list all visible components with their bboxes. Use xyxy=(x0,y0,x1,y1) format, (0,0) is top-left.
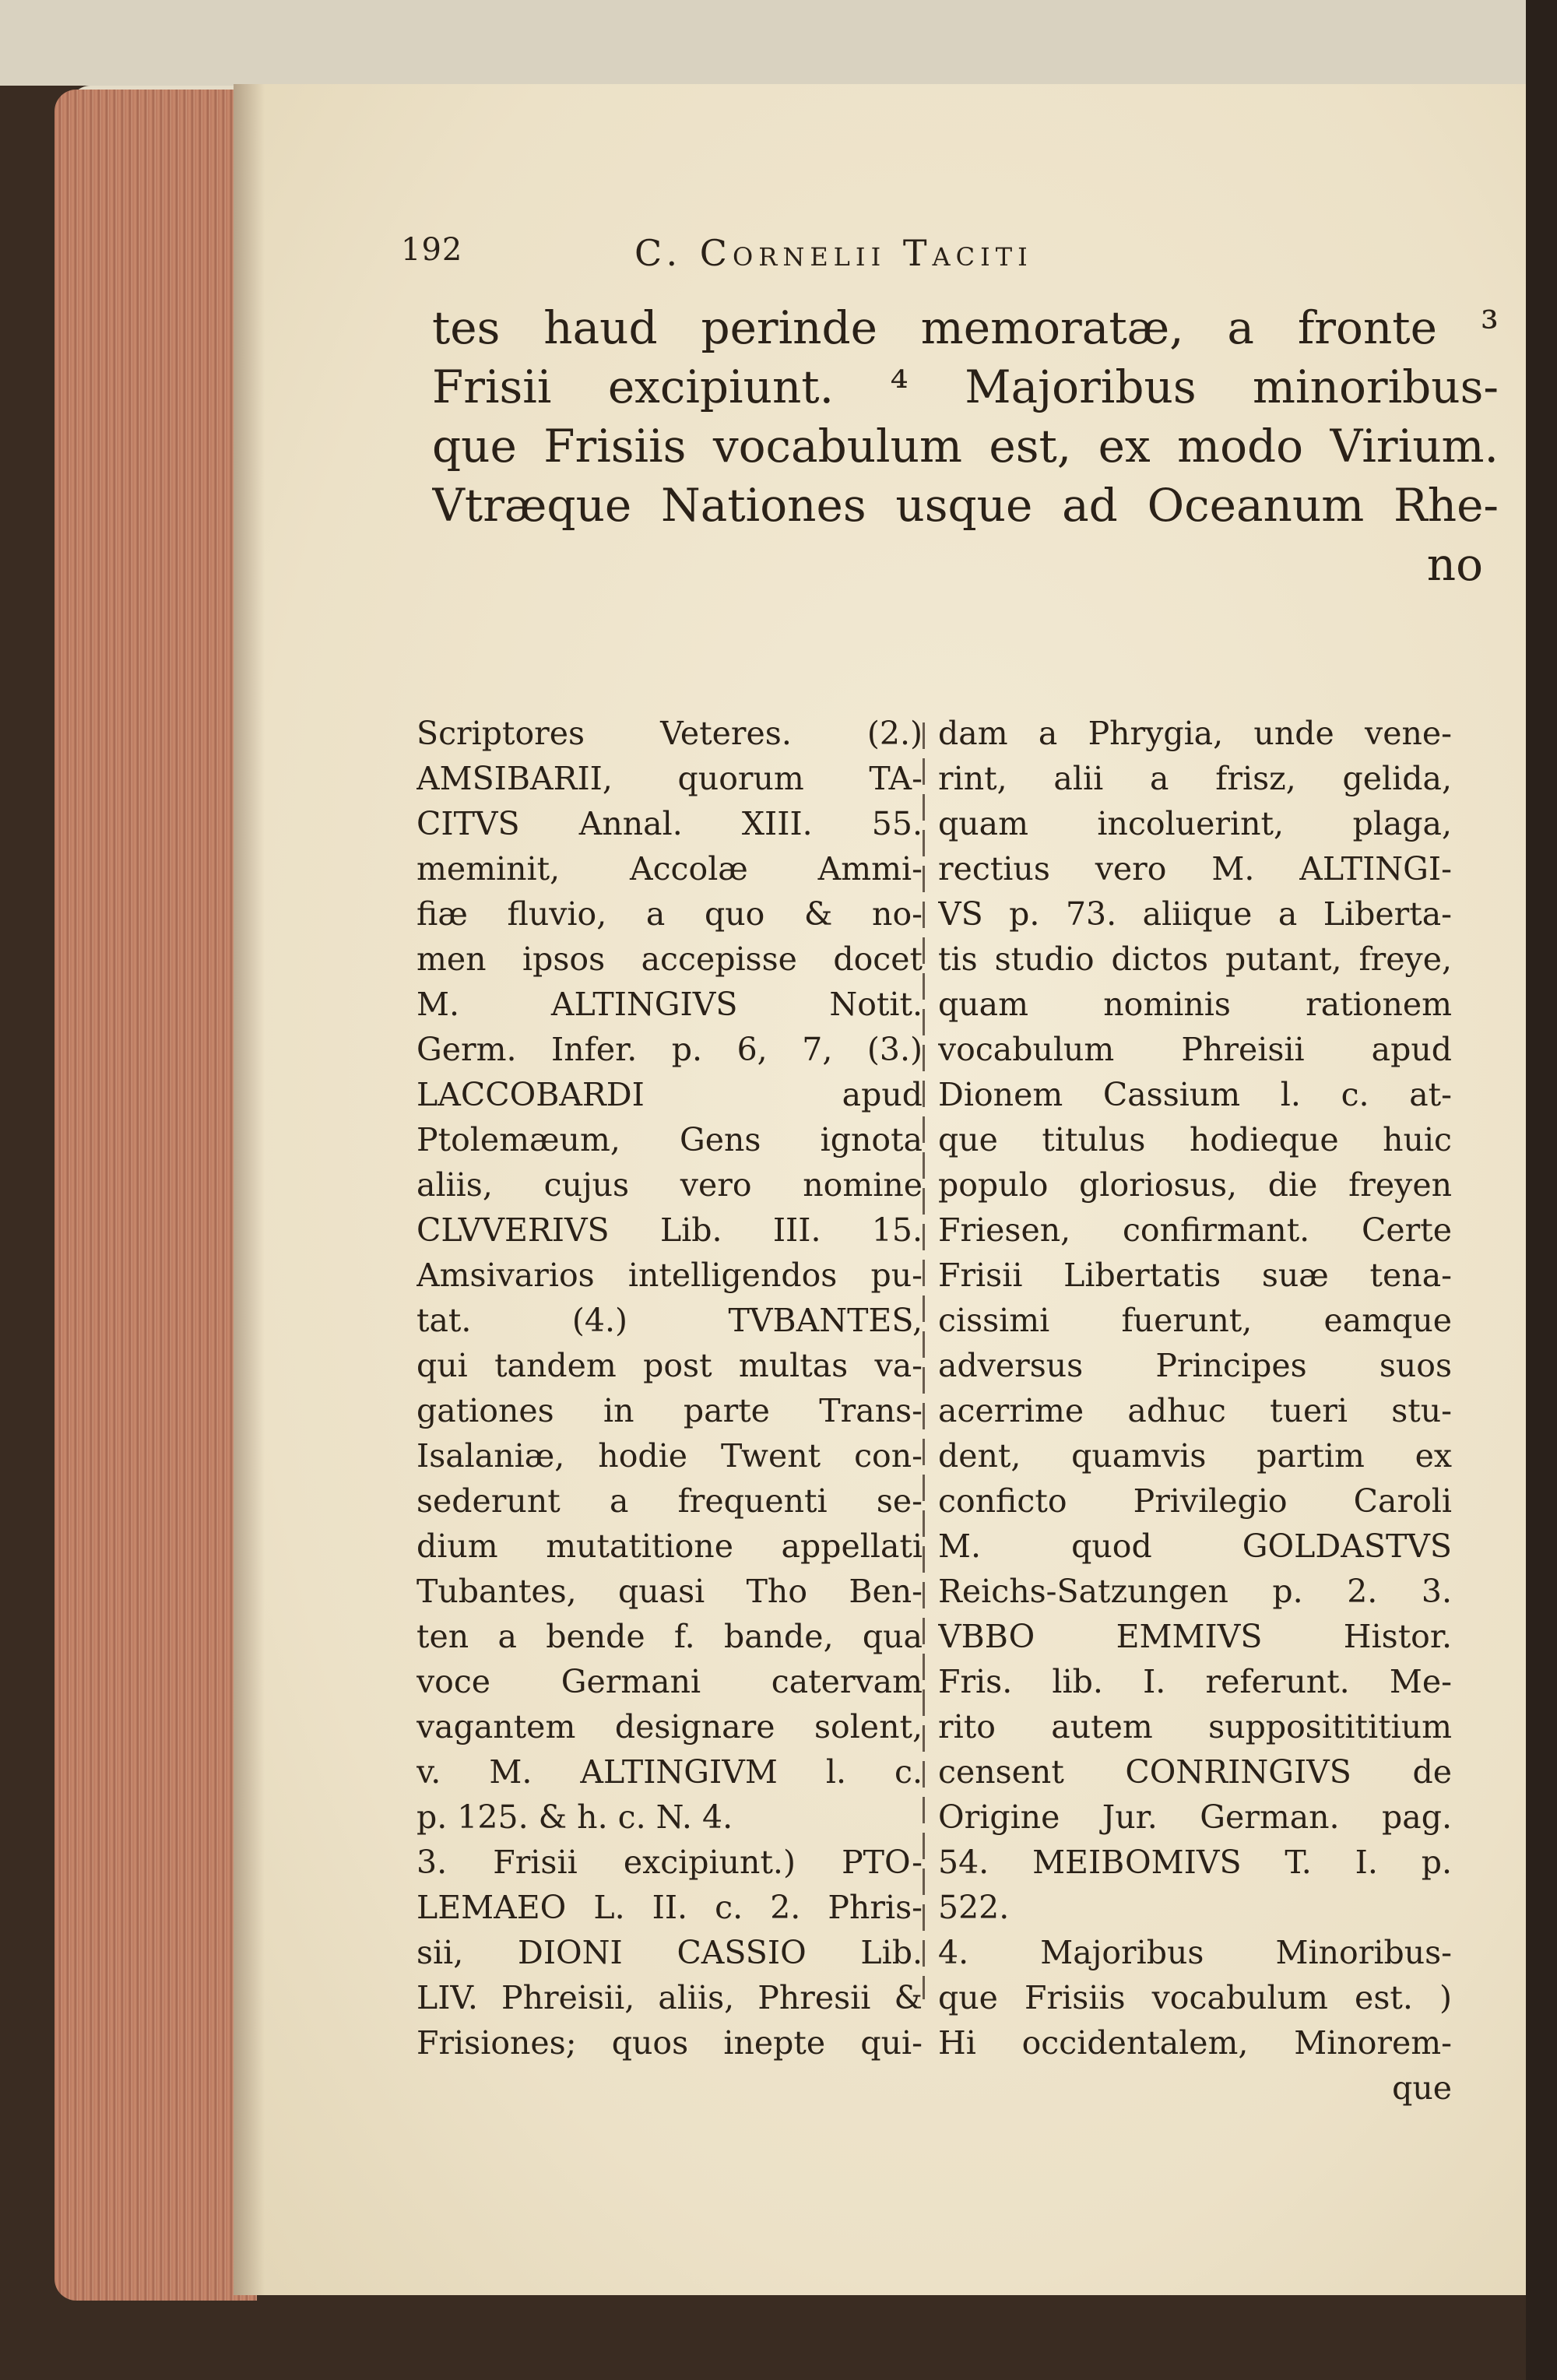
note-line: 4. Majoribus Minoribus- xyxy=(938,1934,1452,1971)
note-line: 3. Frisii excipiunt.) PTO- xyxy=(416,1844,923,1881)
note-line: M. quod GOLDASTVS xyxy=(938,1527,1452,1565)
main-text-line: Vtræque Nationes usque ad Oceanum Rhe- xyxy=(432,479,1499,532)
note-line: Amsivarios intelligendos pu- xyxy=(416,1257,923,1294)
note-line: qui tandem post multas va- xyxy=(416,1347,923,1384)
column-divider xyxy=(923,722,925,1999)
main-text-line: tes haud perinde memoratæ, a fronte ³ xyxy=(432,301,1499,354)
note-line: que titulus hodieque huic xyxy=(938,1121,1452,1158)
running-title: C. Cornelii Taciti xyxy=(634,232,1033,274)
main-text xyxy=(432,298,1499,594)
note-line: Hi occidentalem, Minorem- xyxy=(938,2024,1452,2062)
note-line: VBBO EMMIVS Histor. xyxy=(938,1618,1452,1655)
note-line: sederunt a frequenti se- xyxy=(416,1482,923,1520)
page-number: 192 xyxy=(401,232,463,268)
note-line: gationes in parte Trans- xyxy=(416,1392,923,1429)
note-line: CLVVERIVS Lib. III. 15. xyxy=(416,1211,923,1249)
note-line: adversus Principes suos xyxy=(938,1347,1452,1384)
scan-backdrop-right xyxy=(1526,0,1557,2380)
note-line: Reichs-Satzungen p. 2. 3. xyxy=(938,1573,1452,1610)
note-line: rint, alii a frisz, gelida, xyxy=(938,760,1452,797)
note-line: Scriptores Veteres. (2.) xyxy=(416,715,923,752)
note-line: ten a bende f. bande, qua xyxy=(416,1618,923,1655)
note-line: Ptolemæum, Gens ignota xyxy=(416,1121,923,1158)
catchword: no xyxy=(1426,538,1483,591)
running-head xyxy=(401,232,1491,279)
note-line: LACCOBARDI apud xyxy=(416,1076,923,1113)
note-line: vocabulum Phreisii apud xyxy=(938,1031,1452,1068)
catchword: que xyxy=(1392,2069,1452,2107)
note-line: Origine Jur. German. pag. xyxy=(938,1798,1452,1836)
note-line: 522. xyxy=(938,1889,1010,1926)
note-line: rito autem suppositititium xyxy=(938,1708,1452,1745)
note-line: meminit, Accolæ Ammi- xyxy=(416,850,923,888)
note-line: tis studio dictos putant, freye, xyxy=(938,940,1452,978)
note-line: LEMAEO L. II. c. 2. Phris- xyxy=(416,1889,923,1926)
note-line: cissimi fuerunt, eamque xyxy=(938,1302,1452,1339)
note-line: tat. (4.) TVBANTES, xyxy=(416,1302,923,1339)
note-line: Tubantes, quasi Tho Ben- xyxy=(416,1573,923,1610)
note-line: 54. MEIBOMIVS T. I. p. xyxy=(938,1844,1452,1881)
note-line: rectius vero M. ALTINGI- xyxy=(938,850,1452,888)
note-line: CITVS Annal. XIII. 55. xyxy=(416,805,923,842)
main-text-line: Frisii excipiunt. ⁴ Majoribus minoribus- xyxy=(432,360,1499,413)
note-line: VS p. 73. aliique a Liberta- xyxy=(938,895,1452,933)
note-line: Germ. Infer. p. 6, 7, (3.) xyxy=(416,1031,923,1068)
note-line: censent CONRINGIVS de xyxy=(938,1753,1452,1791)
note-line: Friesen, confirmant. Certe xyxy=(938,1211,1452,1249)
note-line: aliis, cujus vero nomine xyxy=(416,1166,923,1204)
note-line: p. 125. & h. c. N. 4. xyxy=(416,1798,733,1836)
note-line: voce Germani catervam xyxy=(416,1663,923,1700)
note-line: Isalaniæ, hodie Twent con- xyxy=(416,1437,923,1475)
note-line: Frisiones; quos inepte qui- xyxy=(416,2024,923,2062)
note-line: fiæ fluvio, a quo & no- xyxy=(416,895,923,933)
notes-left-column xyxy=(416,711,923,2065)
notes-right-column xyxy=(938,711,1452,2111)
note-line: conficto Privilegio Caroli xyxy=(938,1482,1452,1520)
book-page xyxy=(234,84,1526,2295)
note-line: v. M. ALTINGIVM l. c. xyxy=(416,1753,923,1791)
note-line: dent, quamvis partim ex xyxy=(938,1437,1452,1475)
note-line: LIV. Phreisii, aliis, Phresii & xyxy=(416,1979,923,2016)
note-line: populo gloriosus, die freyen xyxy=(938,1166,1452,1204)
main-text-line: que Frisiis vocabulum est, ex modo Virium. xyxy=(432,420,1499,473)
book-page-edges xyxy=(54,90,257,2301)
note-line: Dionem Cassium l. c. at- xyxy=(938,1076,1452,1113)
note-line: vagantem designare solent, xyxy=(416,1708,923,1745)
gutter-shadow xyxy=(234,84,265,2295)
note-line: dam a Phrygia, unde vene- xyxy=(938,715,1452,752)
note-line: acerrime adhuc tueri stu- xyxy=(938,1392,1452,1429)
note-line: Fris. lib. I. referunt. Me- xyxy=(938,1663,1452,1700)
note-line: Frisii Libertatis suæ tena- xyxy=(938,1257,1452,1294)
note-line: quam nominis rationem xyxy=(938,986,1452,1023)
note-line: quam incoluerint, plaga, xyxy=(938,805,1452,842)
note-line: sii, DIONI CASSIO Lib. xyxy=(416,1934,923,1971)
note-line: AMSIBARII, quorum TA- xyxy=(416,760,923,797)
note-line: men ipsos accepisse docet xyxy=(416,940,923,978)
note-line: que Frisiis vocabulum est. ) xyxy=(938,1979,1452,2016)
note-line: dium mutatitione appellati xyxy=(416,1527,923,1565)
note-line: M. ALTINGIVS Notit. xyxy=(416,986,923,1023)
scan-backdrop xyxy=(0,0,1557,86)
